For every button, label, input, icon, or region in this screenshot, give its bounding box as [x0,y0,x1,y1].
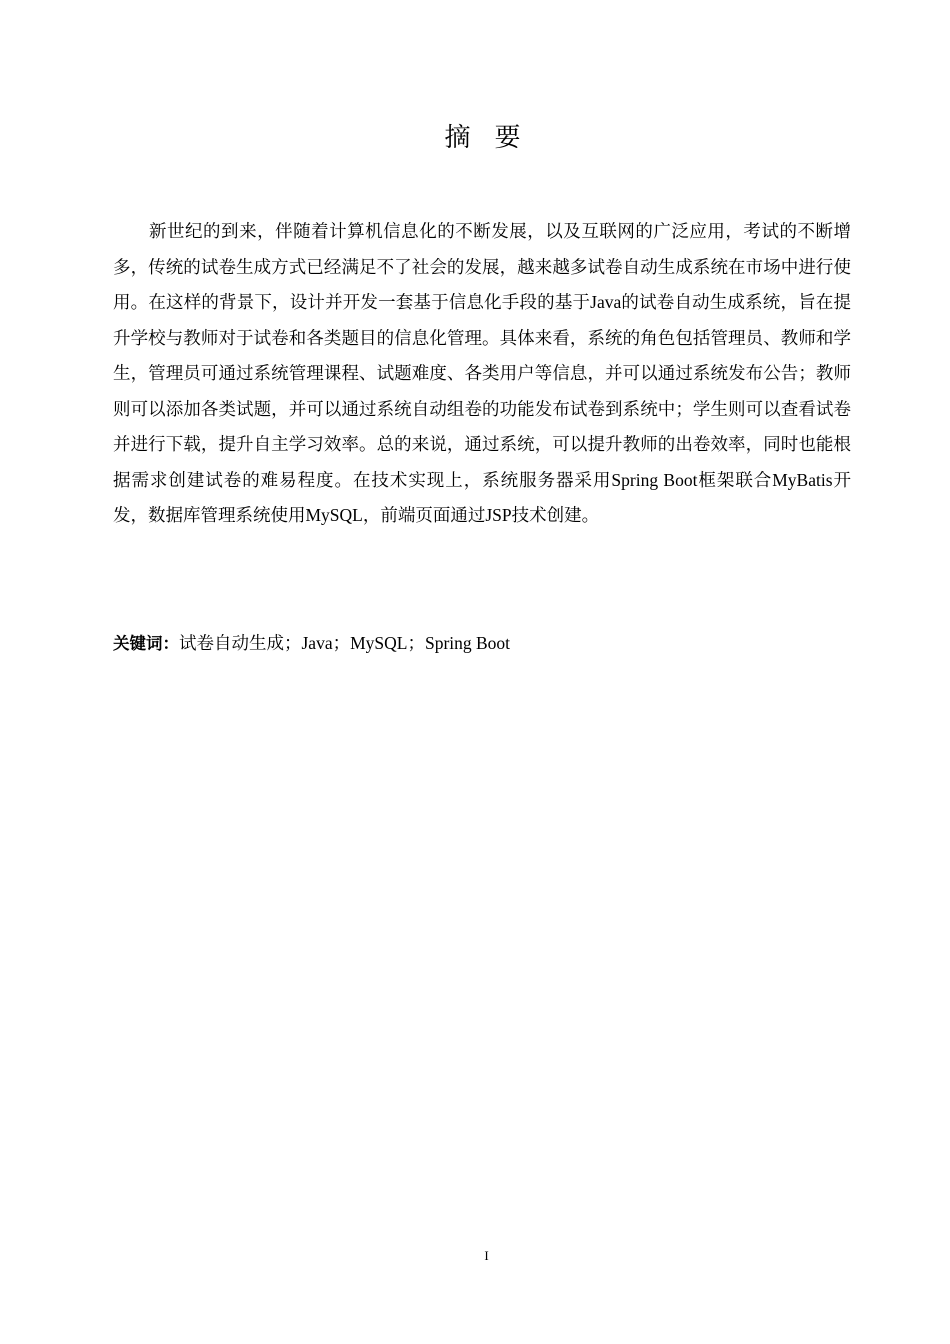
title-char-2: 要 [494,123,521,153]
keywords-value: 试卷自动生成；Java；MySQL；Spring Boot [179,633,511,653]
page-title [0,120,950,156]
title-char-1: 摘 [444,123,471,153]
abstract-paragraph: 新世纪的到来，伴随着计算机信息化的不断发展，以及互联网的广泛应用，考试的不断增多，传统的试卷生成方式已经满足不了社会的发展，越来越多试卷自动生成系统在市场中进行使用。在这样的背景下，设计并开发一套基于信息化手段的基于Java的试卷自动生成系统，旨在提升学校与教师对于试卷和各类题目的信息化管理。具体来看，系统的角色包括管理员、教师和学生，管理员可通过系统管理课程、试题难度、各类用户等信息，并可以通过系统发布公告；教师则可以添加各类试题，并可以通过系统自动组卷的功能发布试卷到系统中；学生则可以查看试卷并进行下载，提升自主学习效率。总的来说，通过系统，可以提升教师的出卷效率，同时也能根据需求创建试卷的难易程度。在技术实现上，系统服务器采用Spring Boot框架联合MyBatis开发，数据库管理系统使用MySQL，前端页面通过JSP技术创建。 [113,221,851,525]
keywords-label: 关键词： [113,634,179,653]
page-number: I [484,1248,489,1263]
keywords-line [113,626,851,661]
